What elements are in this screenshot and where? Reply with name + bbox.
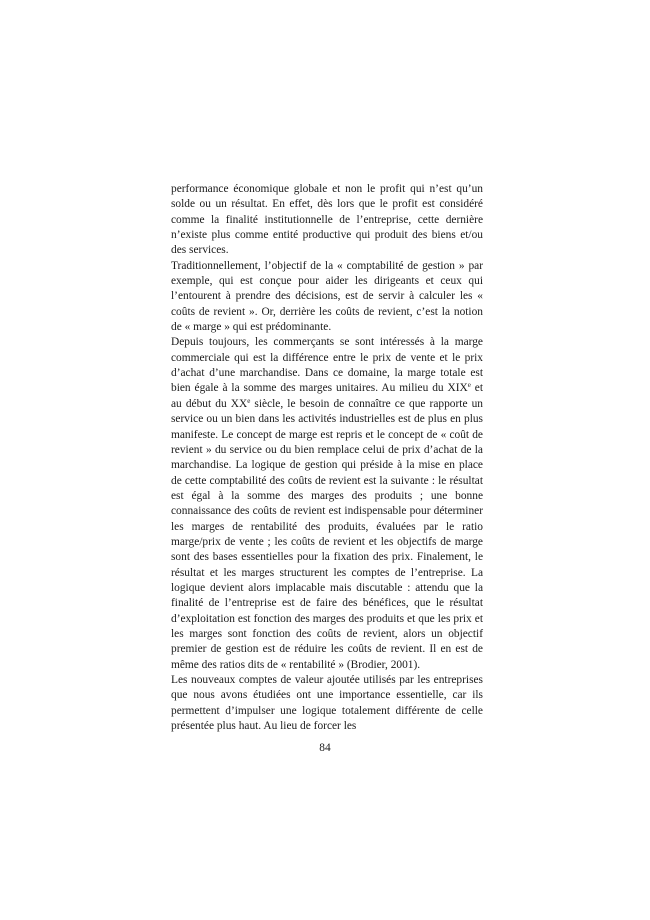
- paragraph-3-part-1: Depuis toujours, les commerçants se sont intéressés à la marge commerciale qui est la différence entre le prix de vente et le prix d’achat d’une marchandise. Dans ce domaine, la marge totale est bien égale à la somme des marges unitaires. Au milieu du XIX: [171, 336, 483, 395]
- paragraph-1: performance économique globale et non le profit qui n’est qu’un solde ou un résultat. En effet, dès lors que le profit est considéré comme la finalité institutionnelle de l’entreprise, cette dernière n’existe plus comme entité productive qui produit des biens et/ou des services.: [171, 183, 483, 257]
- paragraph-2: Traditionnellement, l’objectif de la « comptabilité de gestion » par exemple, qui est conçue pour aider les dirigeants et ceux qui l’entourent à prendre des décisions, est de servir à calculer les « coûts de revient ». Or, derrière les coûts de revient, c’est la notion de « marge » qui est prédominante.: [171, 259, 483, 334]
- paragraph-3-part-3: siècle, le besoin de connaître ce que rapporte un service ou un bien dans les activités industrielles est de plus en plus manifeste. Le concept de marge est repris et le concept de « coût de revient » du service ou du bien remplace celui de prix d’achat de la marchandise. La logique de gestion qui préside à la mise en place de cette comptabilité des coûts de revient est la suivante : le résultat est égal à la somme des marges des produits ; une bonne connaissance des coûts de revient est indispensable pour déterminer les marges de rentabilité des produits, évaluées par le ratio marge/prix de vente ; les coûts de revient et les objectifs de marge sont des bases essentielles pour la fixation des prix. Finalement, le résultat et les marges structurent les comptes de l’entreprise. La logique devient alors implacable mais discutable : attendu que la finalité de l’entreprise est de faire des bénéfices, que le résultat d’exploitation est fonction des marges des produits et que les prix et les marges sont fonction des coûts de revient, alors un objectif premier de gestion est de réduire les coûts de revient. Il en est de même des ratios dits de « rentabilité » (Brodier, 2001).: [171, 397, 484, 671]
- paragraph-3-part-2: et au début du XX: [171, 382, 483, 410]
- paragraph-4: Les nouveaux comptes de valeur ajoutée utilisés par les entreprises que nous avons étudiées ont une importance essentielle, car ils permettent d’impulser une logique totalement différente de celle présentée plus haut. Au lieu de forcer les: [171, 674, 483, 733]
- body-text: [171, 182, 483, 734]
- paragraph-3: [171, 335, 483, 673]
- century-superscript-2: e: [247, 396, 251, 405]
- century-superscript-1: e: [467, 381, 471, 390]
- page-number: 84: [319, 742, 331, 754]
